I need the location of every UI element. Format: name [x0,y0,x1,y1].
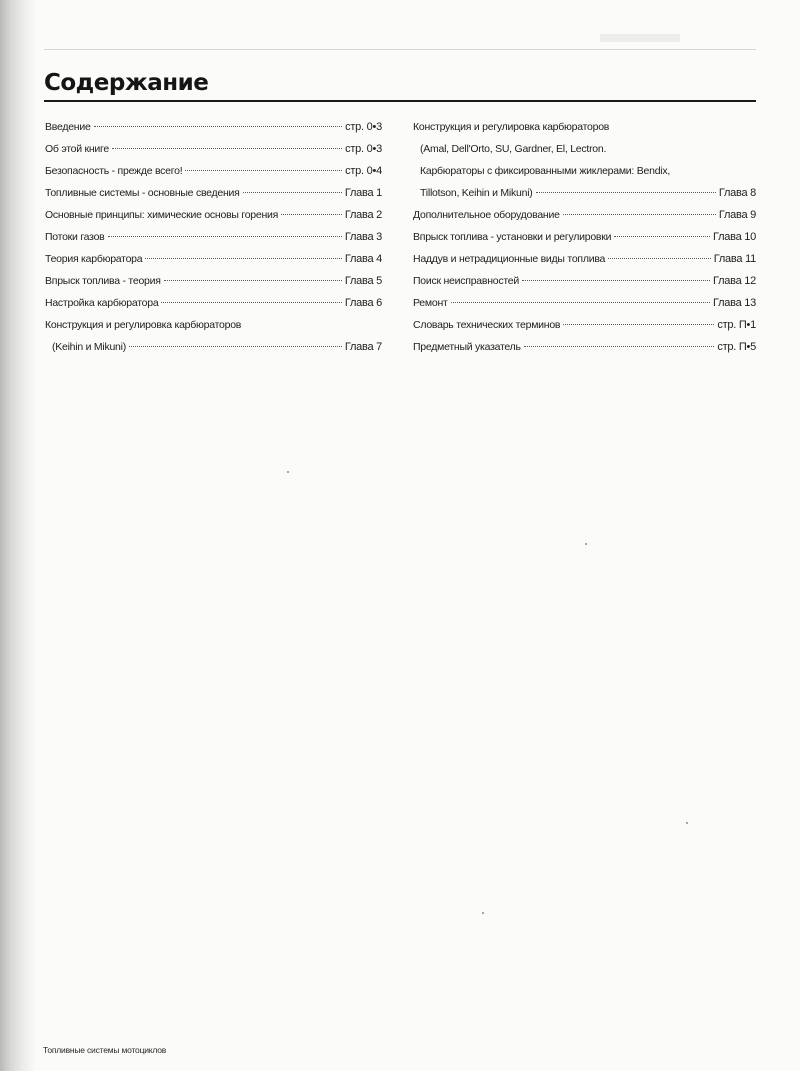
toc-entry[interactable] [45,182,382,204]
toc-entry-title: Впрыск топлива - установки и регулировки [413,231,612,243]
toc-entry[interactable] [413,292,756,314]
toc-entry-page: Глава 8 [718,187,756,199]
toc-entry-title: Наддув и нетрадиционные виды топлива [413,253,606,265]
toc-entry-page: Глава 12 [712,275,756,287]
toc-entry[interactable] [45,226,382,248]
toc-leader-dots [451,302,710,303]
toc-entry-page: Глава 5 [344,275,382,287]
toc-leader-dots [164,280,342,281]
toc-entry-title: Дополнительное оборудование [413,209,560,221]
toc-entry-page: Глава 13 [712,297,756,309]
toc-leader-dots [614,236,710,237]
toc-entry[interactable] [45,270,382,292]
toc-entry-page: стр. П•1 [717,319,756,331]
toc-entry[interactable] [45,138,382,160]
toc-entry[interactable] [413,336,756,358]
page-footer: Топливные системы мотоциклов [43,1045,167,1055]
toc-leader-dots [145,258,341,259]
toc-leader-dots [536,192,716,193]
toc-entry-page: стр. 0•3 [345,121,382,133]
toc-entry[interactable] [413,226,756,248]
toc-entry-page: стр. 0•4 [345,165,382,177]
toc-entry-page: Глава 2 [344,209,382,221]
toc-leader-dots [563,214,716,215]
toc-entry-title: Потоки газов [45,231,105,243]
toc-leader-dots [608,258,711,259]
toc-left-column [45,116,382,358]
toc-entry-title: Введение [45,121,91,133]
toc-entry[interactable] [413,270,756,292]
page-title: Содержание [44,70,209,96]
toc-entry-first-line[interactable]: Конструкция и регулировка карбюраторов [45,319,242,331]
scan-speck [686,822,688,824]
toc-leader-dots [94,126,343,127]
toc-right-column [413,116,756,358]
toc-entry[interactable] [45,204,382,226]
toc-entry[interactable] [45,292,382,314]
toc-leader-dots [524,346,715,347]
toc-entry-title: Предметный указатель [413,341,521,353]
scan-edge-shadow [0,0,36,1071]
toc-entry-page: Глава 3 [344,231,382,243]
toc-entry-page: Глава 7 [344,341,382,353]
toc-leader-dots [185,170,342,171]
toc-entry-page: стр. П•5 [717,341,756,353]
title-underline [44,100,756,102]
toc-leader-dots [243,192,342,193]
toc-entry-first-line[interactable]: Конструкция и регулировка карбюраторов [413,121,610,133]
toc-entry-continued-line[interactable]: Карбюраторы с фиксированными жиклерами: Bendix, [420,165,671,177]
toc-entry[interactable] [413,314,756,336]
scan-speck [287,471,289,473]
toc-leader-dots [112,148,342,149]
toc-entry-title: Об этой книге [45,143,109,155]
toc-entry-title: Tillotson, Keihin и Mikuni) [420,187,533,199]
toc-entry-page: стр. 0•3 [345,143,382,155]
top-bleed-rule [44,49,756,50]
toc-entry[interactable] [45,116,382,138]
toc-entry[interactable] [45,336,382,358]
toc-entry-page: Глава 11 [713,253,756,265]
toc-entry-title: Настройка карбюратора [45,297,159,309]
toc-entry-page: Глава 10 [712,231,756,243]
toc-entry[interactable] [45,160,382,182]
toc-entry-title: Поиск неисправностей [413,275,519,287]
toc-entry-page: Глава 6 [344,297,382,309]
toc-leader-dots [129,346,342,347]
toc-entry-title: Основные принципы: химические основы горения [45,209,279,221]
toc-entry-title: Впрыск топлива - теория [45,275,161,287]
toc-leader-dots [522,280,710,281]
toc-leader-dots [161,302,341,303]
toc-entry-title: Теория карбюратора [45,253,143,265]
toc-entry-page: Глава 9 [718,209,756,221]
toc-entry-page: Глава 4 [344,253,382,265]
toc-leader-dots [281,214,342,215]
toc-entry-title: Топливные системы - основные сведения [45,187,240,199]
toc-entry[interactable] [413,204,756,226]
toc-entry-title: Безопасность - прежде всего! [45,165,183,177]
toc-entry[interactable] [45,248,382,270]
scan-speck [585,543,587,545]
toc-leader-dots [108,236,342,237]
toc-leader-dots [563,324,714,325]
toc-entry-continued-line[interactable]: (Amal, Dell'Orto, SU, Gardner, El, Lectron. [420,143,607,155]
toc-entry-title: Словарь технических терминов [413,319,561,331]
toc-entry-title: Ремонт [413,297,448,309]
toc-entry[interactable] [413,182,756,204]
toc-entry-page: Глава 1 [344,187,382,199]
bleed-through-mark [600,34,680,42]
scan-speck [482,912,484,914]
toc-entry-title: (Keihin и Mikuni) [52,341,126,353]
toc-entry[interactable] [413,248,756,270]
